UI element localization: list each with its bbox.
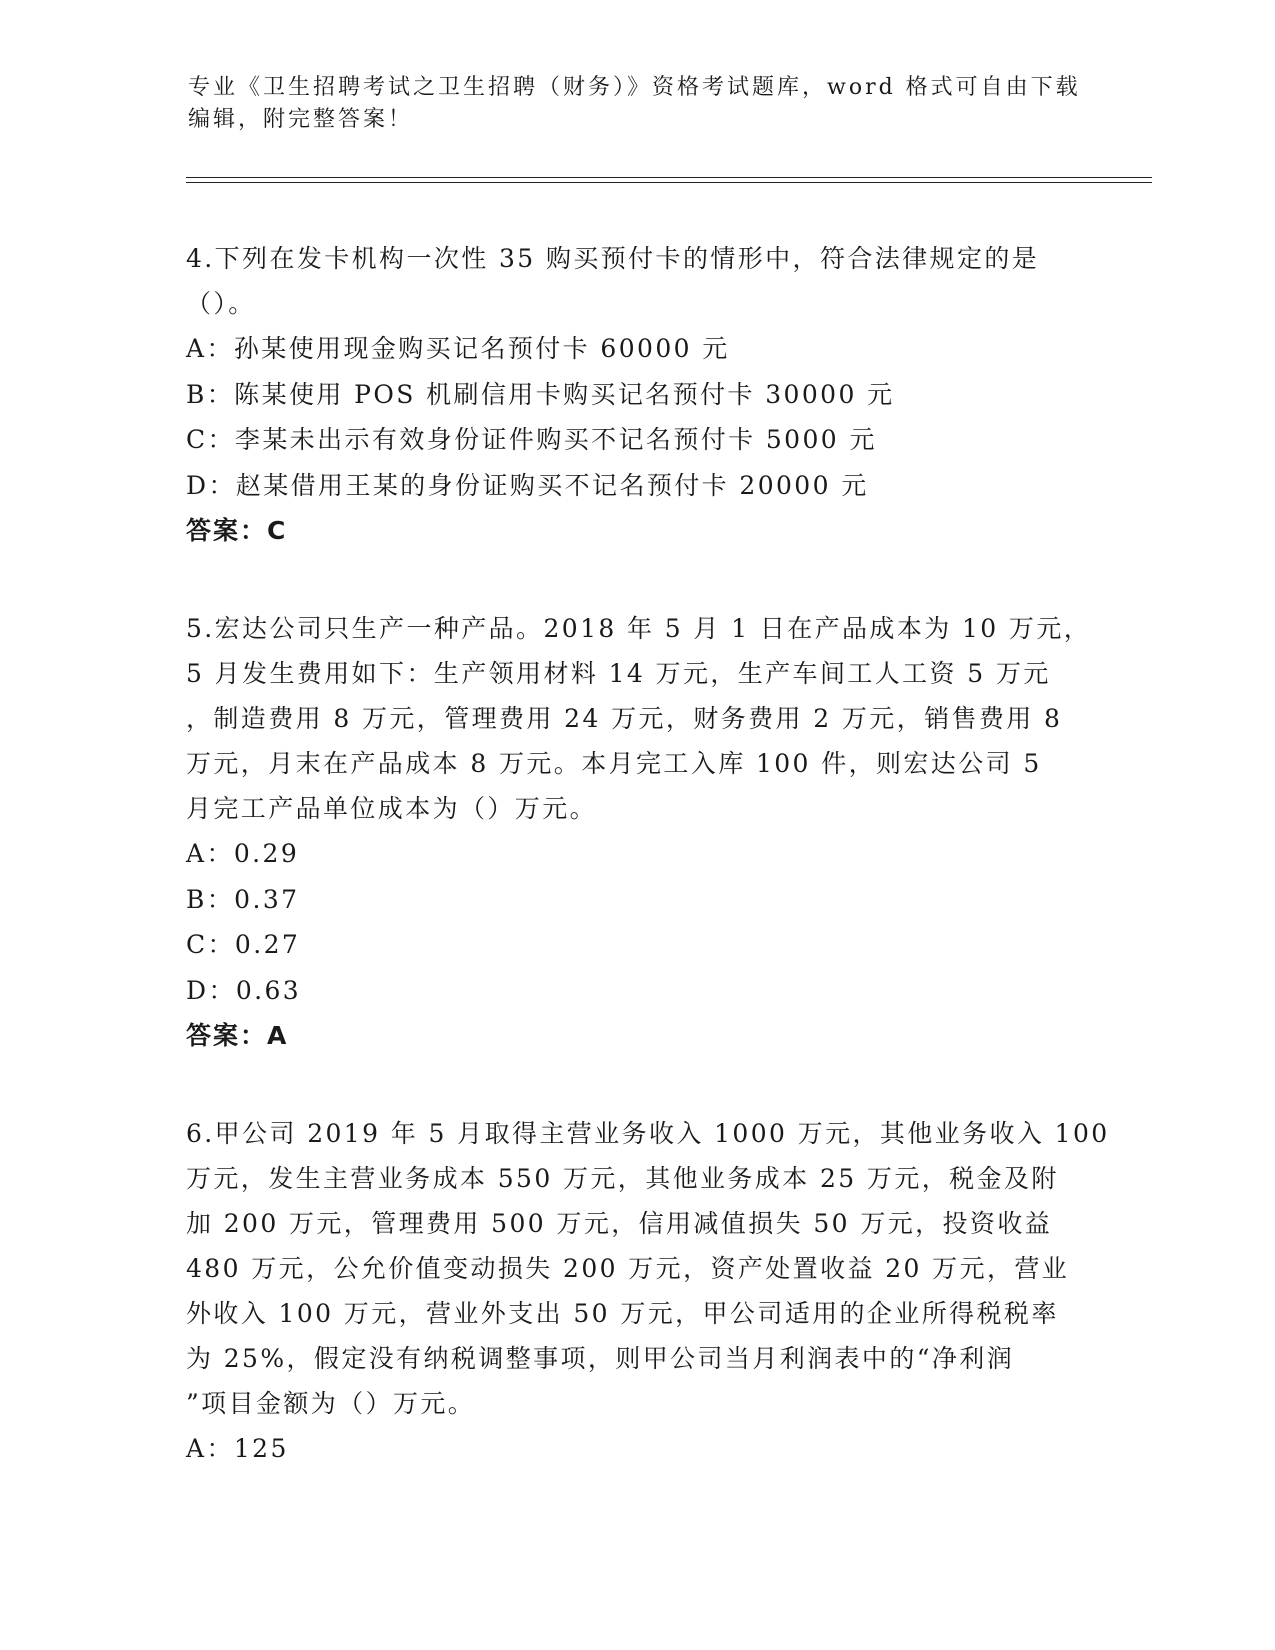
stem-line: 外收入 100 万元，营业外支出 50 万元，甲公司适用的企业所得税税率: [186, 1299, 1059, 1328]
option-a: A：125: [186, 1434, 289, 1463]
stem-line: ”项目金额为（）万元。: [186, 1389, 476, 1418]
header-divider-top: [186, 177, 1152, 178]
header-divider-bottom: [186, 182, 1152, 183]
option-c: C：0.27: [186, 930, 301, 959]
stem-line: 为 25%，假定没有纳税调整事项，则甲公司当月利润表中的“净利润: [186, 1344, 1015, 1373]
question-4: [186, 236, 1086, 554]
option-d: D：0.63: [186, 975, 302, 1005]
stem-line: 6.甲公司 2019 年 5 月取得主营业务收入 1000 万元，其他业务收入 100: [186, 1119, 1110, 1148]
answer: 答案：A: [186, 1021, 289, 1050]
document-header: [188, 72, 1088, 136]
question-5: [186, 606, 1092, 1059]
stem-line: 4.下列在发卡机构一次性 35 购买预付卡的情形中，符合法律规定的是: [186, 244, 1040, 273]
option-c: C：李某未出示有效身份证件购买不记名预付卡 5000 元: [186, 425, 877, 454]
option-b: B：陈某使用 POS 机刷信用卡购买记名预付卡 30000 元: [186, 379, 895, 409]
option-a: A：孙某使用现金购买记名预付卡 60000 元: [186, 334, 730, 363]
stem-line: 加 200 万元，管理费用 500 万元，信用减值损失 50 万元，投资收益: [186, 1209, 1053, 1238]
stem-line: 月完工产品单位成本为（）万元。: [186, 794, 598, 823]
question-list: [186, 236, 1110, 1524]
question-stem: [186, 606, 1092, 831]
option-a: A：0.29: [186, 839, 300, 868]
stem-line: 万元，月末在产品成本 8 万元。本月完工入库 100 件，则宏达公司 5: [186, 749, 1042, 778]
stem-line: 480 万元，公允价值变动损失 200 万元，资产处置收益 20 万元，营业: [186, 1254, 1070, 1283]
header-line-1: 专业《卫生招聘考试之卫生招聘（财务）》资格考试题库，word 格式可自由下载: [188, 75, 1081, 100]
answer: 答案：C: [186, 516, 288, 545]
question-stem: [186, 236, 1086, 326]
stem-line: 万元，发生主营业务成本 550 万元，其他业务成本 25 万元，税金及附: [186, 1164, 1059, 1193]
question-stem: [186, 1111, 1110, 1426]
option-d: D：赵某借用王某的身份证购买不记名预付卡 20000 元: [186, 470, 869, 500]
stem-line: （）。: [186, 289, 256, 318]
stem-line: 5.宏达公司只生产一种产品。2018 年 5 月 1 日在产品成本为 10 万元，: [186, 614, 1092, 643]
question-6: [186, 1111, 1110, 1472]
header-line-2: 编辑，附完整答案！: [188, 107, 414, 132]
option-b: B：0.37: [186, 884, 300, 914]
stem-line: 5 月发生费用如下：生产领用材料 14 万元，生产车间工人工资 5 万元: [186, 659, 1051, 688]
stem-line: ，制造费用 8 万元，管理费用 24 万元，财务费用 2 万元，销售费用 8: [186, 704, 1063, 733]
